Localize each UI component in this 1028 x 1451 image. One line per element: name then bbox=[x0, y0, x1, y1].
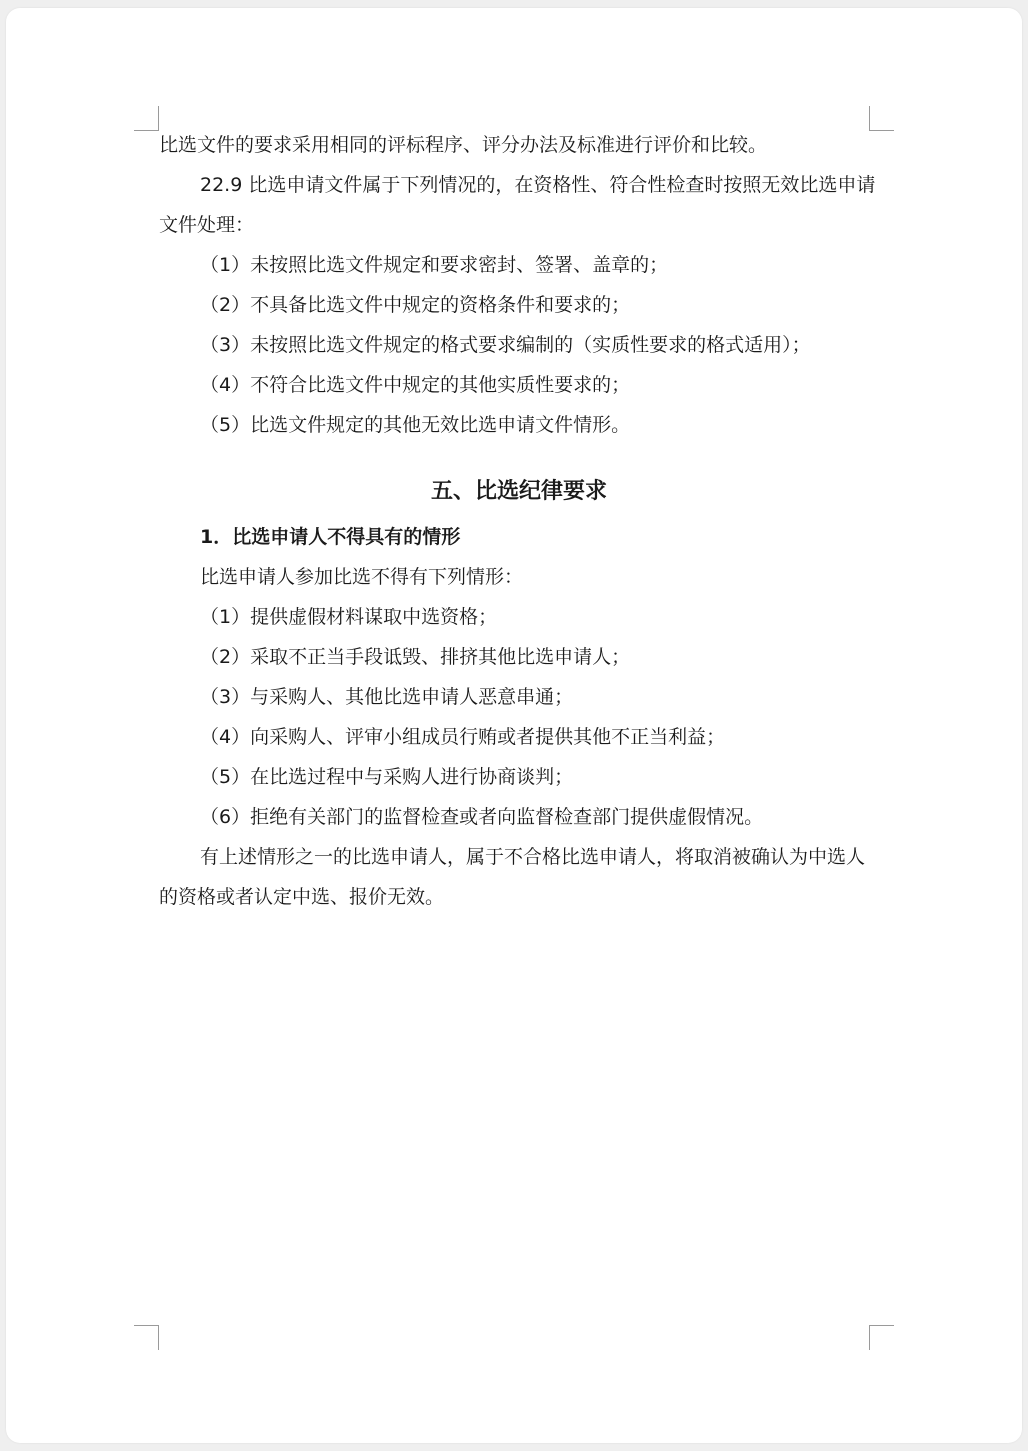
section-title: 五、比选纪律要求 bbox=[430, 479, 607, 504]
continued-line: 比选文件的要求采用相同的评标程序、评分办法及标准进行评价和比较。 bbox=[159, 134, 768, 156]
invalid-item: （1）未按照比选文件规定和要求密封、签署、盖章的； bbox=[200, 254, 669, 276]
invalid-item: （5）比选文件规定的其他无效比选申请文件情形。 bbox=[200, 414, 631, 436]
crop-mark-top-left bbox=[134, 106, 159, 131]
crop-mark-bottom-right bbox=[869, 1325, 894, 1350]
closing-paragraph: 有上述情形之一的比选申请人，属于不合格比选申请人，将取消被确认为中选人的资格或者认定中选、报价无效。 bbox=[159, 846, 866, 908]
subsection-intro: 比选申请人参加比选不得有下列情形： bbox=[200, 566, 524, 588]
invalid-item: （3）未按照比选文件规定的格式要求编制的（实质性要求的格式适用）； bbox=[200, 334, 811, 356]
crop-mark-bottom-left bbox=[134, 1325, 159, 1350]
prohibited-item: （3）与采购人、其他比选申请人恶意串通； bbox=[200, 686, 574, 708]
clause-22-9: 22.9 比选申请文件属于下列情况的，在资格性、符合性检查时按照无效比选申请文件处理： bbox=[159, 174, 876, 236]
document-page bbox=[6, 8, 1022, 1443]
prohibited-item: （1）提供虚假材料谋取中选资格； bbox=[200, 606, 498, 628]
prohibited-item: （2）采取不正当手段诋毁、排挤其他比选申请人； bbox=[200, 646, 631, 668]
prohibited-item: （6）拒绝有关部门的监督检查或者向监督检查部门提供虚假情况。 bbox=[200, 806, 764, 828]
invalid-item: （4）不符合比选文件中规定的其他实质性要求的； bbox=[200, 374, 631, 396]
invalid-item: （2）不具备比选文件中规定的资格条件和要求的； bbox=[200, 294, 631, 316]
subsection-title: 1．比选申请人不得具有的情形 bbox=[200, 526, 461, 548]
document-body bbox=[159, 125, 879, 917]
prohibited-item: （4）向采购人、评审小组成员行贿或者提供其他不正当利益； bbox=[200, 726, 726, 748]
prohibited-item: （5）在比选过程中与采购人进行协商谈判； bbox=[200, 766, 574, 788]
